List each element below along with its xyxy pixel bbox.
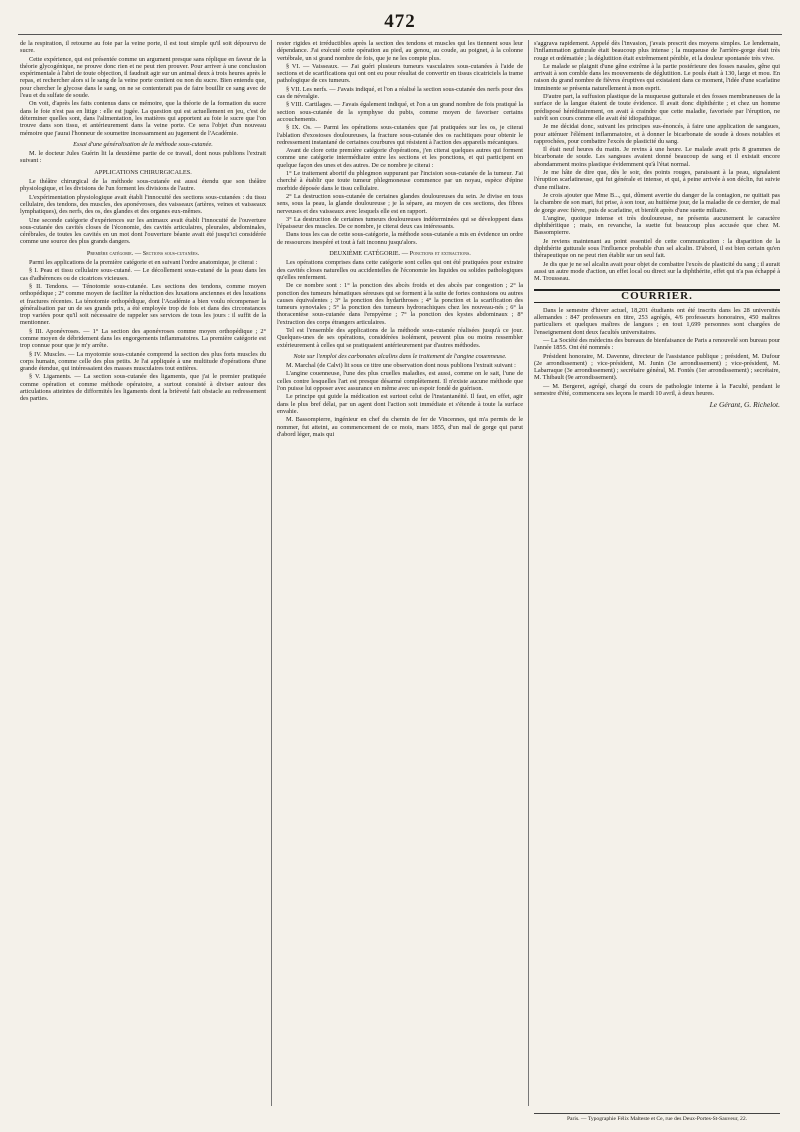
paragraph: M. Bassompierre, ingénieur en chef du chemin de fer de Vincennes, qui m'a permis de le nommer, fut atteint, au commencement de ce mois, mars 1855, d'un mal de gorge qui parut d'abord léger, mais qui bbox=[277, 416, 523, 438]
paragraph: Dans tous les cas de cette sous-catégorie, la méthode sous-cutanée a mis en évidence un ordre de ressources inespéré et tout à fait inconnu jusqu'alors. bbox=[277, 231, 523, 246]
paragraph: 3° La destruction de certaines tumeurs douloureuses indéterminées qui se développent dans l'épaisseur des muscles. De ce nombre, je citerai deux cas intéressants. bbox=[277, 215, 523, 231]
category-heading: DEUXIÈME CATÉGORIE. — Ponctions et extractions. bbox=[329, 250, 471, 258]
paragraph: — M. Bergeret, agrégé, chargé du cours de pathologie interne à la Faculté, pendant le semestre d'été, commencera ses leçons le mardi 10 avril, à deux heures. bbox=[534, 382, 780, 398]
paragraph: Il était neuf heures du matin. Je revins à une heure. Le malade avait pris 8 grammes de bicarbonate de soude. Les sangsues avaient donné beaucoup de sang et il existait encore abondamment moins plastique évidemment qu'à l'état normal. bbox=[534, 146, 780, 168]
column-divider bbox=[271, 40, 272, 1106]
paragraph: — La Société des médecins des bureaux de bienfaisance de Paris a renouvelé son bureau pour l'année 1855. Ont été nommés : bbox=[534, 336, 780, 352]
paragraph: L'angine couenneuse, l'une des plus cruelles maladies, est aussi, comme on le sait, l'une de celles contre lesquelles l'art est presque désarmé complètement. Il n'existe aucune méthode que l'on puisse lui opposer avec assurance en même avec un espoir fondé de guérison. bbox=[277, 370, 523, 393]
paragraph: Je me décidai donc, suivant les principes sus-énoncés, à faire une application de sangsues, pour atténuer l'élément inflammatoire, et à donner le bicarbonate de soude à doses notables et rapprochées, pour combattre l'excès de plasticité du sang. bbox=[534, 123, 780, 145]
paragraph: Cette expérience, qui est présentée comme un argument presque sans réplique en faveur de la théorie glycogénique, ne prouve donc rien et ne peut rien prouver. Pour arriver à une conclusion expérimentale à l'abri de toute objection, il faudrait agir sur un animal deux à trois heures après le repas, et rechercher alors si le sang de la veine porte contient ou non du sucre. Bien entendu que, pour chercher le glycose dans le sang, on ne se contenterait pas de faire bouillir ce sang avec de l'eau et du sulfate de soude. bbox=[20, 55, 266, 100]
paragraph: 1° Le traitement abortif du phlegmon suppurant par l'incision sous-cutanée de la tumeur. J'ai cherché à établir que toute tumeur phlegmoneuse commence par un noyau, espèce d'épine morbide déposée dans le tissu cellulaire. bbox=[277, 170, 523, 192]
section-heading: APPLICATIONS CHIRURGICALES. bbox=[94, 168, 192, 176]
note-title: Note sur l'emploi des carbonates alcalins dans le traitement de l'angine couenneuse. bbox=[293, 352, 507, 360]
paragraph: D'autre part, la suffusion plastique de la muqueuse gutturale et des fosses membraneuses de la surface de la langue étaient de toute évidence. Il avait donc diphthérite ; et chez un homme prédisposé héréditairement, on avait à craindre que cette maladie, favorisée par l'éruption, ne suivît son cours comme elle avait été idiopathique. bbox=[534, 93, 780, 122]
paragraph: Président honoraire, M. Davenne, directeur de l'assistance publique ; président, M. Dufour (2e arrondissement) ; vice-président, M. Junin (3e arrondissement) ; vice-président, M. Labarraque (3e arrondissement) ; secrétaire général, M. Fontès (1er arrondissement) ; secrétaire, M. Thibault (9e arrondissement). bbox=[534, 352, 780, 382]
paragraph: de la respiration, il retourne au foie par la veine porte, il est tout simple qu'il soit dépourvu de sucre. bbox=[20, 40, 266, 55]
paragraph: De ce nombre sont : 1° la ponction des abcès froids et des abcès par congestion ; 2° la ponction des tumeurs hématiques séreuses qui se forment à la suite de fortes contusions ou autres causes équivalentes ; 3° la ponction des hydarthroses ; 4° la ponction et la scarification des tumeurs synoviales ; 5° la ponction des tumeurs hydrorachiques chez les nouveau-nés ; 6° la thoracentèse sous-cutanée dans l'empyème ; 7° la ponction des kystes abdominaux ; 8° l'extraction des corps étrangers articulaires. bbox=[277, 282, 523, 326]
paragraph: rester rigides et irréductibles après la section des tendons et muscles qui les tiennent sous leur dépendance. J'ai exécuté cette opération au pied, au genou, au coude, au poignet, à la colonne vertébrale, un si grand nombre de fois, que je ne les compte plus. bbox=[277, 40, 523, 62]
paragraph: Le malade se plaignit d'une gêne extrême à la partie postérieure des fosses nasales, gêne qui arrivait à son comble dans les mouvements de déglutition. Le pouls était à 130, large et mou. En raison du grand nombre de fièvres éruptives qui existaient dans ce moment, l'idée d'une scarlatine imminente se présenta naturellement à mon esprit. bbox=[534, 62, 780, 92]
imprint: Paris. — Typographie Félix Malteste et Ce, rue des Deux-Portes-St-Sauveur, 22. bbox=[534, 1113, 780, 1122]
paragraph: Une seconde catégorie d'expériences sur les animaux avait établi l'innocuité de l'ouverture sous-cutanée des cavités closes de l'économie, des cavités articulaires, pleurales, abdominales, cérébrales, de toutes les cavités en un mot dont l'ouverture béante avait été jusqu'ici considérée comme une source des plus grands dangers. bbox=[20, 216, 266, 246]
paragraph: Parmi les applications de la première catégorie et en suivant l'ordre anatomique, je citerai : bbox=[29, 259, 258, 267]
paragraph: L'angine, quoique intense et très douloureuse, ne présenta aucunement le caractère diphthéritique ; mais, en revanche, la suette fut beaucoup plus accusée que chez M. Bassompierre. bbox=[534, 214, 780, 237]
paragraph: § I. Peau et tissu cellulaire sous-cutané. — Le décollement sous-cutané de la peau dans les cas d'adhérences ou de cicatrices vicieuses. bbox=[20, 267, 266, 282]
paragraph: § VII. Les nerfs. — J'avais indiqué, et l'on a réalisé la section sous-cutanée des nerfs pour des cas de névralgie. bbox=[277, 85, 523, 101]
paragraph: Les opérations comprises dans cette catégorie sont celles qui ont été pratiquées pour extraire des cavités closes naturelles ou accidentelles de l'économie les liquides ou solides pathologiques qu'elles renferment. bbox=[277, 259, 523, 281]
paragraph: 2° La destruction sous-cutanée de certaines glandes douloureuses du sein. Je divise en tous sens, sous la peau, la glande douloureuse ; je la sépare, au moyen de ces sections, des fibres nerveuses et des vaisseaux avec lesquels elle est en rapport. bbox=[277, 192, 523, 215]
paragraph: M. Marchal (de Calvi) lit sous ce titre une observation dont nous publions l'extrait suivant : bbox=[286, 362, 516, 370]
courrier-heading: COURRIER. bbox=[534, 289, 780, 303]
paragraph: Le principe qui guide la médication est surtout celui de l'instantanéité. Il faut, en effet, agir dans le plus bref délai, par un agent dont l'action soit immédiate et s'étende à toute la surface envahie. bbox=[277, 393, 523, 415]
paragraph: § V. Ligaments. — La section sous-cutanée des ligaments, que j'ai le premier pratiquée comme opération et comme méthode opératoire, a surtout consisté à diviser autour des articulations atteintes de difformités les ligaments dont la brièveté fait obstacle au redressement des parties. bbox=[20, 373, 266, 403]
paragraph: On voit, d'après les faits contenus dans ce mémoire, que la théorie de la formation du sucre dans le foie n'est pas en litige : elle est jugée. La question qui est actuellement en jeu, c'est de déterminer quelles sont, dans l'alimentation, les matières qui apportent au foie le sucre que l'on trouve dans son tissu, et antérieurement dans la veine porte. Ce sera l'objet d'un nouveau mémoire que j'aurai l'honneur de soumettre incessamment au jugement de l'Académie. bbox=[20, 100, 266, 137]
column-divider bbox=[528, 40, 529, 1106]
paragraph: Je reviens maintenant au point essentiel de cette communication : la disparition de la diphthérite gutturale sous l'influence probable d'un sel alcalin. D'abord, il est bien certain qu'en thérapeutique on ne peut rien établir sur un seul fait. bbox=[534, 237, 780, 260]
paragraph: Dans le semestre d'hiver actuel, 18,201 étudiants ont été inscrits dans les 28 universités allemandes : 847 professeurs en titre, 253 agrégés, 4/6 professeurs honoraires, 450 maîtres particuliers et quelques maîtres de langues ; en tout 1,699 personnes sont chargées de l'enseignement dont deux facultés universitaires. bbox=[534, 306, 780, 336]
paragraph: Je crois ajouter que Mme B..., qui, dûment avertie du danger de la contagion, ne quittait pas la chambre de son mari, fut prise, à son tour, au huitième jour, de la maladie de ce dernier, de mal de gorge avec fièvre, puis de scarlatine, et bientôt après d'une suette miliaire. bbox=[534, 191, 780, 214]
category-heading: Première catégorie. — Sections sous-cutanées. bbox=[86, 249, 200, 257]
paragraph: Tel est l'ensemble des applications de la méthode sous-cutanée réalisées jusqu'à ce jour. Quelques-unes de ses opérations, considérées isolément, peuvent plus ou moins ressembler extérieurement à celles qui se pratiquaient antérieurement par d'autres méthodes. bbox=[277, 326, 523, 349]
paragraph: § VIII. Cartilages. — J'avais également indiqué, et l'on a un grand nombre de fois pratiqué la section sous-cutanée de la symphyse du pubis, comme moyen de favoriser certains accouchements. bbox=[277, 101, 523, 123]
paragraph: § IX. Os. — Parmi les opérations sous-cutanées que j'ai pratiquées sur les os, je citerai l'ablation d'exostoses douloureuses, la fracture sous-cutanée des os rachitiques pour obtenir le redressement instantané de certaines courbures qui résistent à l'action des appareils mécaniques. bbox=[277, 124, 523, 146]
paragraph: s'aggrava rapidement. Appelé dès l'invasion, j'avais prescrit des moyens simples. Le lendemain, l'inflammation gutturale était beaucoup plus intense ; la muqueuse de l'arrière-gorge était très rouge et œdématiée ; la déglutition était extrêmement pénible, et la douleur spontanée très vive. bbox=[534, 40, 780, 62]
page-number: 472 bbox=[384, 11, 416, 32]
paragraph: § IV. Muscles. — La myotomie sous-cutanée comprend la section des plus forts muscles du corps humain, comme celle des plus petits. Je l'ai appliquée à une multitude d'opérations d'une grande étendue, qui intéressaient des masses musculaires tout entières. bbox=[20, 350, 266, 373]
signature: Le Gérant, G. Richelot. bbox=[709, 400, 780, 410]
column-1 bbox=[20, 40, 266, 1106]
paragraph: L'expérimentation physiologique avait établi l'innocuité des sections sous-cutanées : du tissu cellulaire, des tendons, des muscles, des aponévroses, des vaisseaux (artères, veines et vaisseaux lymphatiques), des nerfs, des os, des glandes et des organes eux-mêmes. bbox=[20, 193, 266, 216]
column-2 bbox=[277, 40, 523, 1106]
paragraph: Avant de clore cette première catégorie d'opérations, j'en citerai quelques autres qui forment comme une catégorie intermédiaire entre les sections et les ponctions, et qui participent en quelque façon des unes et des autres. De ce nombre je citerai : bbox=[277, 147, 523, 169]
header-rule bbox=[18, 34, 782, 35]
section-title: Essai d'une généralisation de la méthode sous-cutanée. bbox=[73, 140, 213, 148]
paragraph: Je dis que je ne sel alcalin avait pour objet de combattre l'excès de plasticité du sang ; il aurait aussi un autre mode d'action, un effet local ou direct sur la diphthérite, effet qui n'a pas échappé à M. Trousseau. bbox=[534, 260, 780, 283]
paragraph: Je me hâte de dire que, dès le soir, des points rouges, paraissant à la peau, signalaient l'éruption scarlatineuse, qui fut générale et intense, et qui, à peine arrivée à son déclin, fut suivie d'une miliaire. bbox=[534, 169, 780, 191]
paragraph: § III. Aponévroses. — 1° La section des aponévroses comme moyen orthopédique ; 2° comme moyen de débridement dans les engorgements inflammatoires. La première catégorie est trop connue pour que je m'y arrête. bbox=[20, 327, 266, 350]
column-3 bbox=[534, 40, 780, 1106]
paragraph: M. le docteur Jules Guérin lit la deuxième partie de ce travail, dont nous publions l'extrait suivant : bbox=[20, 150, 266, 165]
paragraph: § VI. — Vaisseaux. — J'ai guéri plusieurs tumeurs vasculaires sous-cutanées à l'aide de sections et de scarifications qui ont ont eu pour résultat de convertir en tissus cicatriciels la trame pathologique de ces tumeurs. bbox=[277, 62, 523, 85]
paragraph: Le théâtre chirurgical de la méthode sous-cutanée est aussi étendu que son théâtre physiologique, et les divisions de l'un forment les divisions de l'autre. bbox=[20, 178, 266, 193]
paragraph: § II. Tendons. — Ténotomie sous-cutanée. Les sections des tendons, comme moyen orthopédique ; 2° comme moyen de faciliter la réduction des luxations anciennes et des luxations et fractures récentes. La ténotomie orthopédique, dont l'Académie a bien voulu récompenser la généralisation par un de ses grands prix, a été employée trop de fois et dans des circonstances trop variées pour qu'il soit nécessaire de rappeler ses services de tous les jours : il suffit de la mentionner. bbox=[20, 282, 266, 327]
